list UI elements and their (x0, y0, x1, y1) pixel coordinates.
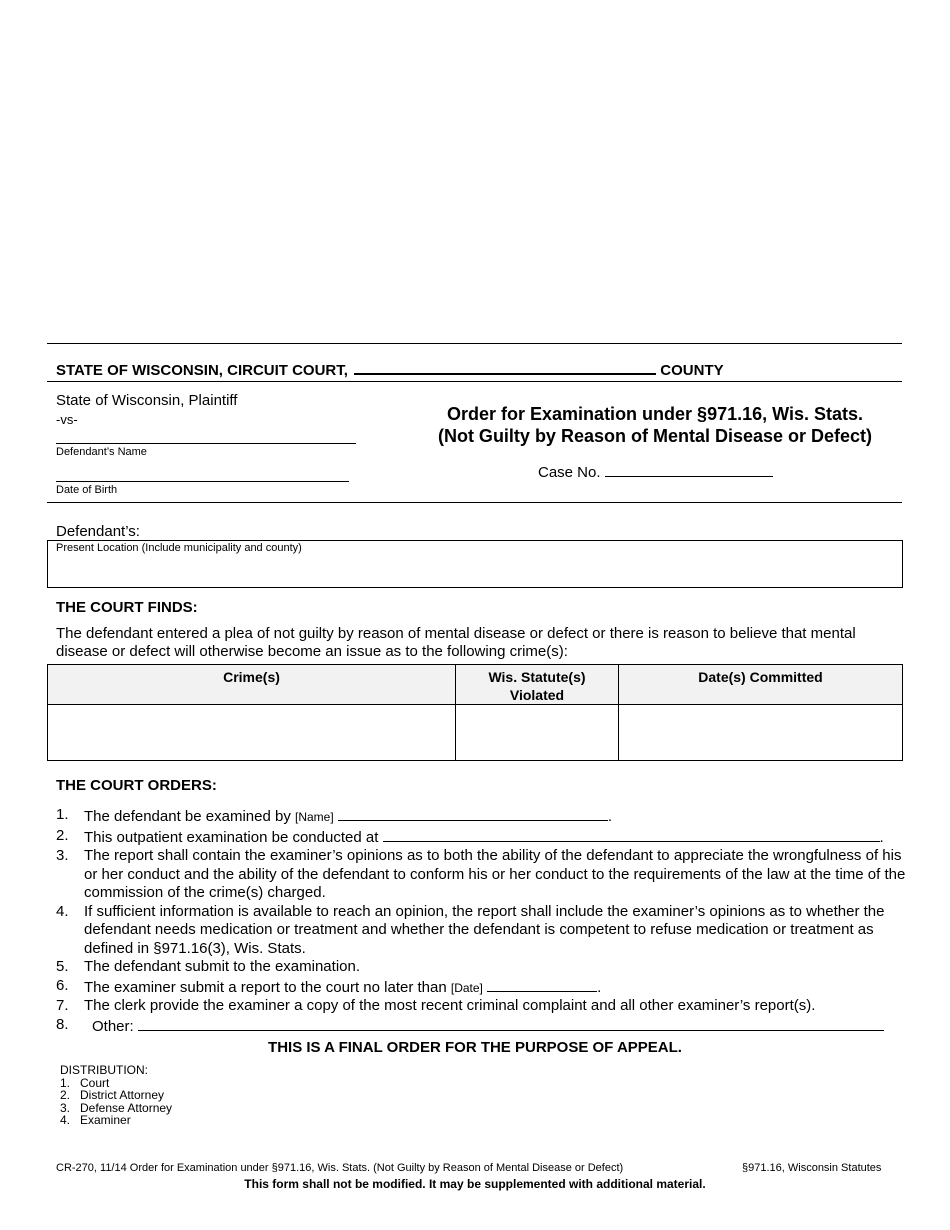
order-item-3: 3. The report shall contain the examiner’s opinions as to both the ability of the defendant to appreciate the wrongfulness of his or her conduct and the ability of the defendant to conform his or her conduct to the requirements of the law at the time of the commission of the crime(s) charged. (56, 847, 906, 901)
order-item-1: 1. The defendant be examined by [Name] . (56, 806, 613, 825)
crimes-table-header (48, 665, 903, 705)
order-item-5: 5. The defendant submit to the examination. (56, 958, 361, 975)
header-rule (47, 381, 902, 382)
distribution-list (60, 1064, 172, 1127)
other-order-field[interactable] (138, 1016, 884, 1031)
plaintiff-label: State of Wisconsin, Plaintiff (56, 392, 238, 409)
order-item-7: 7. The clerk provide the examiner a copy of the most recent criminal complaint and all other examiner’s report(s). (56, 997, 816, 1014)
header-dates: Date(s) Committed (619, 665, 903, 705)
footer-notice: This form shall not be modified. It may be supplemented with additional material. (244, 1177, 706, 1191)
final-order-notice: THIS IS A FINAL ORDER FOR THE PURPOSE OF APPEAL. (268, 1039, 682, 1056)
order-item-4: 4. If sufficient information is available to reach an opinion, the report shall include the examiner’s opinions as to whether the defendant needs medication or treatment and whether the defendant is competent to refuse medication or treatment as defined in §971.16(3), Wis. Stats. (56, 902, 885, 957)
crimes-table-row (48, 705, 903, 761)
examiner-name-field[interactable] (338, 806, 608, 821)
top-rule (47, 343, 902, 344)
court-finds-heading: THE COURT FINDS: (56, 599, 198, 616)
order-item-8: 8. Other: (56, 1016, 906, 1037)
orders-list (56, 806, 906, 1036)
court-header (56, 359, 724, 379)
distribution-heading: DISTRIBUTION: (60, 1063, 149, 1077)
case-number (538, 462, 773, 481)
case-number-field[interactable] (605, 462, 773, 477)
distribution-item: 1. Court (60, 1075, 110, 1090)
order-item-6: 6. The examiner submit a report to the court no later than [Date] . (56, 976, 602, 996)
case-number-label: Case No. (538, 464, 601, 481)
order-item-2: 2. This outpatient examination be conducted at . (56, 826, 884, 846)
date-of-birth-field[interactable] (56, 481, 349, 482)
defendant-name-field[interactable] (56, 443, 356, 444)
dates-cell[interactable] (619, 705, 903, 761)
present-location-label: Present Location (Include municipality and county) (56, 542, 302, 554)
distribution-item: 2. District Attorney (60, 1088, 165, 1102)
court-label: STATE OF WISCONSIN, CIRCUIT COURT, (56, 362, 348, 379)
caption-rule (47, 502, 902, 503)
report-date-field[interactable] (487, 977, 597, 992)
date-of-birth-label: Date of Birth (56, 484, 118, 496)
county-label: COUNTY (660, 362, 724, 379)
defendant-name-label: Defendant’s Name (56, 446, 147, 458)
footer-statute: §971.16, Wisconsin Statutes (742, 1162, 882, 1174)
distribution-item: 4. Examiner (60, 1113, 131, 1127)
footer-form-id: CR-270, 11/14 Order for Examination under §971.16, Wis. Stats. (Not Guilty by Reason of Mental Disease or Defect) (56, 1162, 624, 1174)
county-name-field[interactable] (354, 359, 656, 375)
crimes-table (47, 664, 903, 761)
crimes-cell[interactable] (48, 705, 456, 761)
court-orders-heading: THE COURT ORDERS: (56, 777, 217, 794)
vs-label: -vs- (56, 412, 78, 427)
present-location-box[interactable] (47, 540, 903, 588)
findings-text: The defendant entered a plea of not guilty by reason of mental disease or defect or there is reason to believe that mental disease or defect will otherwise become an issue as to the following crime(s): (56, 625, 856, 660)
header-statutes: Wis. Statute(s) Violated (456, 665, 619, 705)
form-title-line-2: (Not Guilty by Reason of Mental Disease or Defect) (437, 426, 873, 446)
form-title-line-1: Order for Examination under §971.16, Wis. Stats. (447, 404, 863, 424)
distribution-item: 3. Defense Attorney (60, 1100, 173, 1115)
examination-location-field[interactable] (383, 827, 880, 842)
defendant-location-heading: Defendant’s: (56, 523, 140, 540)
statutes-cell[interactable] (456, 705, 619, 761)
header-crimes: Crime(s) (48, 665, 456, 705)
